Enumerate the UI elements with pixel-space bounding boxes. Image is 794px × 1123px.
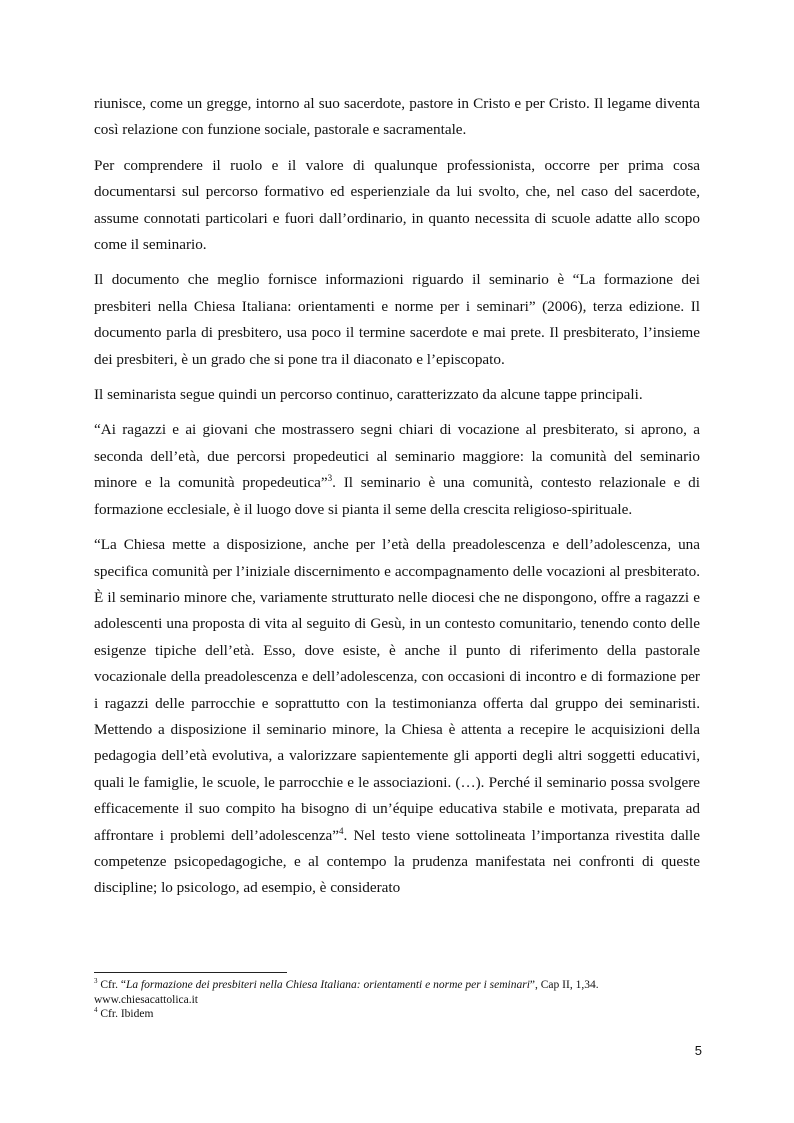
body-text <box>94 91 700 902</box>
paragraph-text: riunisce, come un gregge, intorno al suo sacerdote, pastore in Cristo e per Cristo. Il legame diventa così relazione con funzione sociale, pastorale e sacramentale. <box>94 95 700 139</box>
paragraph-text: Per comprendere il ruolo e il valore di qualunque professionista, occorre per prima cosa documentarsi sul percorso formativo ed esperienziale da lui svolto, che, nel caso del sacerdote, assume connotati particolari e fuori dall’ordinario, in quanto necessita di scuole adatte allo scopo come il seminario. <box>94 156 700 254</box>
footnote-text: ”, Cap II, 1,34. <box>529 979 599 991</box>
paragraph <box>94 382 700 408</box>
quote-text: “La Chiesa mette a disposizione, anche per l’età della preadolescenza e dell’adolescenza, una specifica comunità per l’iniziale discernimento e accompagnamento delle vocazioni al presbiterato. È il seminario minore che, variamente strutturato nelle diocesi che ne dispongono, offre a ragazzi e adolescenti una proposta di vita al seguito di Gesù, in un contesto comunitario, tenendo conto delle esigenze tipiche dell’età. Esso, dove esiste, è anche il punto di riferimento della pastorale vocazionale della preadolescenza e dell’adolescenza, con occasioni di incontro e di formazione per i ragazzi delle parrocchie e soprattutto con la testimonianza offerta dal gruppo dei seminaristi. Mettendo a disposizione il seminario minore, la Chiesa è attenta a recepire le acquisizioni della pedagogia dell’età evolutiva, a valorizzare sapientemente gli apporti degli altri soggetti educativi, quali le famiglie, le scuole, le parrocchie e le associazioni. (…). Perché il seminario possa svolgere efficacemente il suo compito ha bisogno di un’équipe educativa stabile e motivata, preparata ad affrontare i problemi dell’adolescenza” <box>94 536 700 844</box>
footnote-cited-title: La formazione dei presbiteri nella Chiesa Italiana: orientamenti e norme per i seminari <box>125 979 530 991</box>
paragraph-text: Il seminarista segue quindi un percorso continuo, caratterizzato da alcune tappe principali. <box>94 386 643 404</box>
paragraph <box>94 153 700 259</box>
footnote-number: 4 <box>94 1006 98 1015</box>
paragraph <box>94 91 700 144</box>
footnote-link: www.chiesacattolica.it <box>94 993 198 1006</box>
quote-text: “Ai ragazzi e ai giovani che mostrassero segni chiari di vocazione al presbiterato, si aprono, a seconda dell’età, due percorsi propedeutici al seminario maggiore: la comunità del seminario minore e la comunità propedeutica” <box>94 421 700 492</box>
paragraph-text: Il documento che meglio fornisce informazioni riguardo il seminario è “La formazione dei presbiteri nella Chiesa Italiana: orientamenti e norme per i seminari” (2006), terza edizione. Il documento parla di presbitero, usa poco il termine sacerdote e mai prete. Il presbiterato, l’insieme dei presbiteri, è un grado che si pone tra il diaconato e l’episcopato. <box>94 271 700 368</box>
paragraph <box>94 417 700 523</box>
page-number: 5 <box>694 1043 702 1058</box>
footnote-separator <box>94 972 287 973</box>
footnote-3-url <box>94 993 700 1008</box>
footnote-text: Cfr. “ <box>97 979 126 991</box>
footnote-3 <box>94 978 700 993</box>
footnote-number: 3 <box>94 977 98 986</box>
footnote-reference: 4 <box>339 825 344 836</box>
footnote-4 <box>94 1007 700 1022</box>
paragraph-text: . Nel testo viene sottolineata l’importanza rivestita dalle competenze psicopedagogiche, e al contempo la prudenza manifestata nei confronti di queste discipline; lo psicologo, ad esempio, è considerato <box>94 826 700 897</box>
footnote-reference: 3 <box>327 473 333 484</box>
paragraph-text: . Il seminario è una comunità, contesto relazionale e di formazione ecclesiale, è il luogo dove si pianta il seme della crescita religioso-spirituale. <box>94 474 700 518</box>
footnotes <box>94 978 700 1022</box>
paragraph <box>94 267 700 373</box>
footnote-text: Cfr. Ibidem <box>97 1008 154 1020</box>
paragraph <box>94 532 700 902</box>
